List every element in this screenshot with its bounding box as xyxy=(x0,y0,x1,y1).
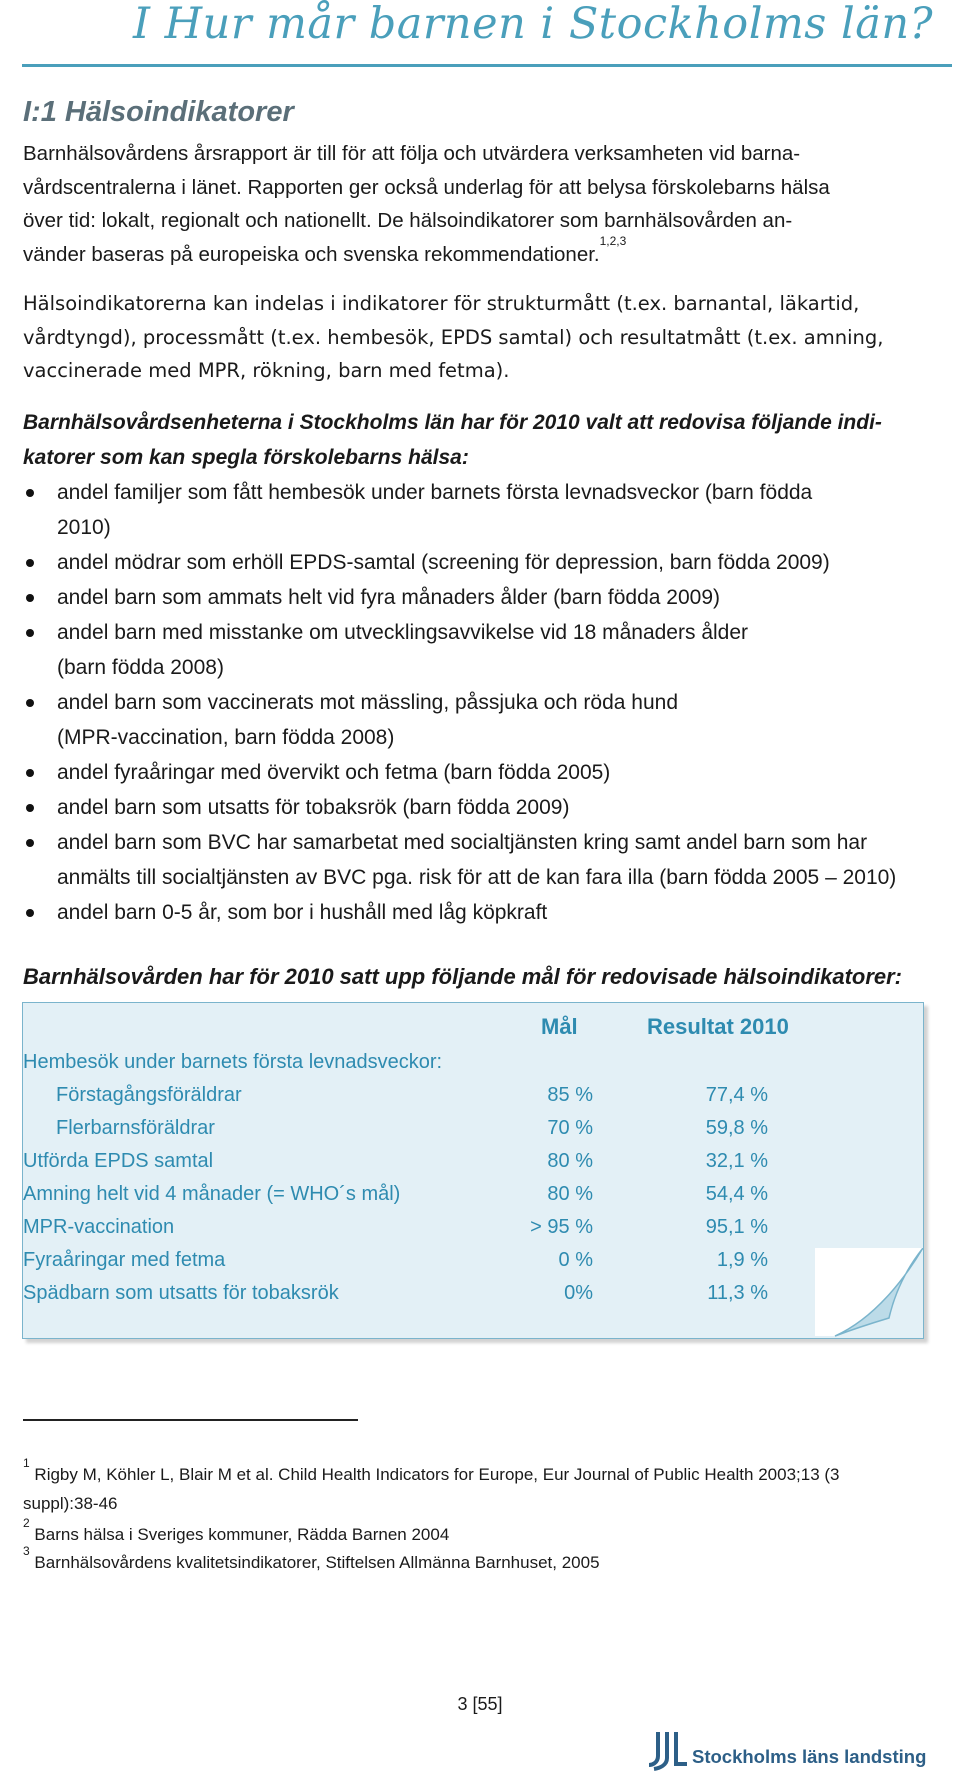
table-cell-result: 11,3 % xyxy=(707,1282,768,1304)
intro-line: Barnhälsovårdens årsrapport är till för att följa och utvärdera verksamheten vid barna- xyxy=(23,142,801,165)
list-item xyxy=(23,790,953,825)
table-cell-goal: 80 % xyxy=(547,1183,593,1205)
bullet-icon xyxy=(26,594,34,602)
table-cell-goal: 0% xyxy=(564,1282,593,1304)
intro-line-text: vänder baseras på europeiska och svenska rekommendationer. xyxy=(23,242,600,266)
goals-heading: Barnhälsovården har för 2010 satt upp följande mål för redovisade hälsoindikatorer: xyxy=(23,964,903,989)
footnote-ref[interactable]: 1,2,3 xyxy=(599,233,627,248)
footnote-line xyxy=(23,1544,953,1577)
landsting-logo-icon xyxy=(648,1730,688,1772)
table-row-label: Spädbarn som utsatts för tobaksrök xyxy=(23,1282,339,1304)
footnote-number: 2 xyxy=(23,1516,30,1530)
list-item xyxy=(23,755,953,790)
list-item xyxy=(23,580,953,615)
footnote-line: suppl):38-46 xyxy=(23,1494,118,1513)
list-item-line: andel barn som BVC har samarbetat med socialtjänsten kring samt andel barn som har xyxy=(57,831,868,854)
list-item xyxy=(23,895,953,930)
bullet-icon xyxy=(26,909,34,917)
footnote xyxy=(23,1516,953,1549)
footnote-text: Barns hälsa i Sveriges kommuner, Rädda Barnen 2004 xyxy=(34,1525,450,1544)
list-item-line: andel barn som utsatts för tobaksrök (barn födda 2009) xyxy=(57,796,570,819)
table-row-label: MPR-vaccination xyxy=(23,1216,175,1238)
title-rule xyxy=(22,64,952,67)
footnote-number: 3 xyxy=(23,1544,30,1558)
table-cell-result: 95,1 % xyxy=(705,1216,768,1238)
table-cell-goal: 85 % xyxy=(547,1084,593,1106)
bullet-icon xyxy=(26,629,34,637)
lead-paragraph xyxy=(23,405,953,475)
table-row-label: Förstagångsföräldrar xyxy=(56,1084,242,1106)
intro-line xyxy=(23,233,943,272)
footnote-number: 1 xyxy=(23,1456,30,1470)
footnote xyxy=(23,1544,953,1577)
list-item-line: (barn födda 2008) xyxy=(57,656,224,679)
footnote-line xyxy=(23,1516,953,1549)
intro-paragraph xyxy=(23,137,943,271)
table-group-label: Hembesök under barnets första levnadsveckor: xyxy=(23,1051,443,1073)
list-item-line: andel barn med misstanke om utvecklingsavvikelse vid 18 månaders ålder xyxy=(57,621,749,644)
col-header-goal: Mål xyxy=(541,1014,578,1039)
bullet-icon xyxy=(26,769,34,777)
list-item xyxy=(23,685,953,755)
table-cell-goal: 70 % xyxy=(547,1117,593,1139)
page-number: 3 [55] xyxy=(457,1694,503,1714)
intro-line: vårdscentralerna i länet. Rapporten ger också underlag för att belysa förskolebarns hälsa xyxy=(23,175,830,199)
list-item-line: andel barn som vaccinerats mot mässling, påssjuka och röda hund xyxy=(57,691,678,714)
table-cell-goal: 0 % xyxy=(558,1249,593,1271)
list-item xyxy=(23,825,953,895)
indicators-line: vaccinerade med MPR, rökning, barn med fetma). xyxy=(23,359,510,382)
landsting-logo-text: Stockholms läns landsting xyxy=(692,1746,927,1767)
table-cell-result: 77,4 % xyxy=(705,1084,768,1106)
list-item xyxy=(23,475,953,545)
footnote-line xyxy=(23,1456,953,1489)
table-row-label: Amning helt vid 4 månader (= WHO´s mål) xyxy=(23,1183,401,1205)
table-cell-result: 59,8 % xyxy=(705,1117,768,1139)
list-item-line: andel barn 0-5 år, som bor i hushåll med låg köpkraft xyxy=(57,901,548,924)
table-cell-goal: > 95 % xyxy=(530,1216,593,1238)
lead-line: katorer som kan spegla förskolebarns hälsa: xyxy=(23,446,469,469)
footnote-text: Barnhälsovårdens kvalitetsindikatorer, Stiftelsen Allmänna Barnhuset, 2005 xyxy=(34,1553,600,1572)
intro-line: över tid: lokalt, regionalt och nationellt. De hälsoindikatorer som barnhälsovården an- xyxy=(23,209,793,232)
bullet-icon xyxy=(26,489,34,497)
list-item-line: andel barn som ammats helt vid fyra månaders ålder (barn födda 2009) xyxy=(57,586,721,609)
bullet-icon xyxy=(26,839,34,847)
bullet-icon xyxy=(26,699,34,707)
list-item-line: andel mödrar som erhöll EPDS-samtal (screening för depression, barn födda 2009) xyxy=(57,551,830,574)
list-item-line: andel fyraåringar med övervikt och fetma (barn födda 2005) xyxy=(57,761,611,784)
table-cell-goal: 80 % xyxy=(547,1150,593,1172)
list-item-line: andel familjer som fått hembesök under barnets första levnadsveckor (barn födda xyxy=(57,481,813,504)
footnote-divider xyxy=(23,1419,358,1421)
footnote xyxy=(23,1456,953,1518)
table-row-label: Utförda EPDS samtal xyxy=(23,1150,214,1172)
bullet-icon xyxy=(26,804,34,812)
list-item xyxy=(23,545,953,580)
table-cell-result: 54,4 % xyxy=(705,1183,768,1205)
col-header-result: Resultat 2010 xyxy=(647,1014,789,1039)
list-item-line: 2010) xyxy=(57,516,111,539)
list-item-line: anmälts till socialtjänsten av BVC pga. risk för att de kan fara illa (barn födda 2005 – 2010) xyxy=(57,866,897,889)
table-cell-result: 32,1 % xyxy=(705,1150,768,1172)
indicators-line: Hälsoindikatorerna kan indelas i indikatorer för strukturmått (t.ex. barnantal, läkartid, xyxy=(23,292,860,315)
indicators-paragraph xyxy=(23,287,943,388)
table-cell-result: 1,9 % xyxy=(716,1249,768,1271)
bullet-icon xyxy=(26,559,34,567)
indicator-list xyxy=(23,475,953,930)
table-row-label: Fyraåringar med fetma xyxy=(23,1249,226,1271)
footnote-text: Rigby M, Köhler L, Blair M et al. Child Health Indicators for Europe, Eur Journal of Public Health 2003;13 (3 xyxy=(34,1465,840,1484)
chapter-title: I Hur mår barnen i Stockholms län? xyxy=(133,0,934,49)
list-item xyxy=(23,615,953,685)
section-title: I:1 Hälsoindikatorer xyxy=(23,96,294,128)
page-curl-icon xyxy=(815,1248,925,1340)
list-item-line: (MPR-vaccination, barn födda 2008) xyxy=(57,726,395,749)
table-row-label: Flerbarnsföräldrar xyxy=(56,1117,215,1139)
lead-line: Barnhälsovårdsenheterna i Stockholms län har för 2010 valt att redovisa följande indi- xyxy=(23,411,882,434)
indicators-line: vårdtyngd), processmått (t.ex. hembesök, EPDS samtal) och resultatmått (t.ex. amning, xyxy=(23,325,884,349)
